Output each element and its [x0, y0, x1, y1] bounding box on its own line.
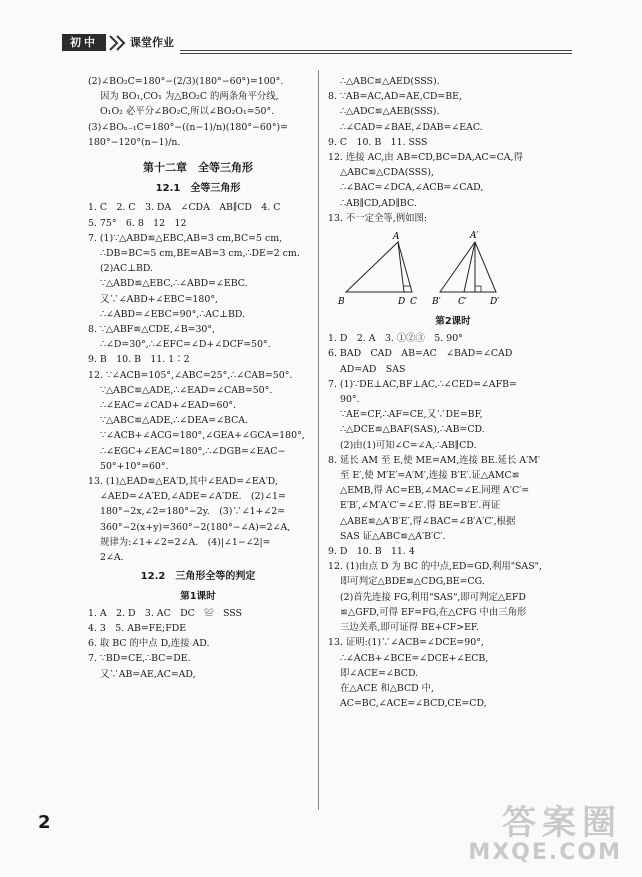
- text-line: 6. 取 BC 的中点 D,连接 AD.: [88, 638, 210, 650]
- header-rule: [180, 53, 572, 54]
- text-line: 8. 延长 AM 至 E,使 ME=AM,连接 BE.延长 A′M′: [328, 454, 540, 466]
- text-line: △EMB,得 AC=EB,∠MAC=∠E.同理 A′C′=: [340, 485, 530, 497]
- text-line: 7. ∵BD=CE,∴BC=DE.: [88, 653, 191, 665]
- text-line: 规律为:∠1+∠2=2∠A. (4)|∠1−∠2|=: [100, 536, 271, 548]
- label-b: B: [338, 297, 345, 308]
- text-line: ∴△ADC≌△AEB(SSS).: [340, 106, 440, 118]
- label-a: A: [393, 232, 400, 243]
- section-title: 12.2 三角形全等的判定: [140, 571, 256, 583]
- text-line: 9. D 10. B 11. 4: [328, 546, 415, 558]
- text-line: ∴△DCE≌△BAF(SAS),∴AB=CD.: [340, 424, 485, 436]
- text-line: 180°−120°(n−1)/n.: [88, 136, 181, 148]
- label-d: D: [398, 297, 406, 308]
- chapter-title: 第十二章 全等三角形: [143, 161, 253, 175]
- text-line: (2)∠BO₂C=180°−(2/3)(180°−60°)=100°.: [88, 76, 284, 87]
- text-line: (2)首先连接 FG,利用"SAS",即可判定△EFD: [340, 591, 526, 603]
- text-line: O₁O₂ 必平分∠BO₂C,所以∠BO₂O₁=50°.: [100, 106, 275, 118]
- text-line: ∵∠ACB+∠ACG=180°,∠GEA+∠GCA=180°,: [100, 430, 305, 442]
- text-line: ∠AED=∠A′ED,∠ADE=∠A′DE. (2)∠1=: [100, 491, 286, 503]
- text-line: ∴AB∥CD,AD∥BC.: [340, 197, 417, 209]
- lesson-title: 第1课时: [180, 590, 216, 602]
- double-chevron-icon: [108, 33, 128, 53]
- text-line: (2)AC⊥BD.: [100, 263, 154, 275]
- label-a-prime: A′: [470, 231, 479, 242]
- text-line: 12. ∵∠ACB=105°,∠ABC=25°,∴∠CAB=50°.: [88, 369, 293, 381]
- label-d-prime: D′: [490, 297, 500, 308]
- text-line: ∴∠ACB+∠BCE=∠DCE+∠ECB,: [340, 652, 489, 664]
- text-line: 又∵∠ABD+∠EBC=180°,: [100, 293, 218, 305]
- text-line: ∴∠D=30°,∴∠EFC=∠D+∠DCF=50°.: [100, 339, 271, 351]
- text-line: ∴∠BAC=∠DCA,∠ACB=∠CAD,: [340, 182, 484, 194]
- text-line: ∵△ABC≌△ADE,∴∠DEA=∠BCA.: [100, 415, 249, 427]
- text-line: △ABC≌△CDA(SSS),: [340, 167, 434, 179]
- text-line: 在△ACE 和△BCD 中,: [340, 682, 435, 694]
- grade-tag: 初中: [62, 34, 106, 51]
- text-line: SAS 证△ABC≌△A′B′C′.: [340, 530, 446, 542]
- text-line: 13. 证明:(1)∵∠ACB=∠DCE=90°,: [328, 637, 484, 649]
- text-line: 2∠A.: [100, 552, 124, 564]
- page-header: [62, 32, 572, 54]
- header-rule: [180, 50, 572, 51]
- label-b-prime: B′: [432, 297, 441, 308]
- right-column: [328, 74, 578, 711]
- text-line: 13. (1)△EAD≌△EA′D,其中∠EAD=∠EA′D,: [88, 476, 278, 488]
- text-line: 7. (1)∵△ABD≌△EBC,AB=3 cm,BC=5 cm,: [88, 232, 283, 244]
- right-column-top: [328, 74, 578, 226]
- text-line: 12. 连接 AC,由 AB=CD,BC=DA,AC=CA,得: [328, 152, 523, 164]
- text-line: 5. 75° 6. 8 12 12: [88, 217, 187, 229]
- triangle-diagram: [328, 228, 518, 310]
- text-line: ∵AE=CF,∴AF=CE,又∵DE=BF,: [340, 409, 483, 421]
- text-line: 至 E′,使 M′E′=A′M′,连接 B′E′.证△AMC≌: [340, 470, 520, 482]
- text-line: E′B′,∠M′A′C′=∠E′.得 BE=B′E′.再证: [340, 500, 501, 512]
- text-line: ∴DB=BC=5 cm,BE=AB=3 cm,∴DE=2 cm.: [100, 248, 300, 260]
- watermark-url: MXQE.COM: [468, 840, 622, 865]
- text-line: ∵△ABC≌△ADE,∴∠EAD=∠CAB=50°.: [100, 384, 273, 396]
- text-line: 即∠ACE=∠BCD.: [340, 667, 419, 679]
- text-line: ∴∠EGC+∠EAC=180°,∴∠DGB=∠EAC−: [100, 445, 286, 457]
- column-divider: [318, 70, 319, 810]
- left-column: [88, 74, 308, 682]
- text-line: 4. 3 5. AB=FE;FDE: [88, 622, 187, 634]
- text-line: 8. ∵AB=AC,AD=AE,CD=BE,: [328, 91, 462, 103]
- text-line: 1. C 2. C 3. DA ∠CDA AB∥CD 4. C: [88, 202, 281, 214]
- section-title: 12.1 全等三角形: [155, 183, 241, 195]
- text-line: 90°.: [340, 394, 360, 406]
- text-line: 50°+10°=60°.: [100, 460, 169, 472]
- text-line: 9. C 10. B 11. SSS: [328, 136, 428, 148]
- watermark-text: 答案圈: [502, 803, 622, 843]
- text-line: 又∵AB=AE,AC=AD,: [100, 668, 196, 680]
- text-line: ∴△ABC≌△AED(SSS).: [340, 76, 440, 87]
- text-line: 因为 BO₁,CO₁ 为△BO₂C 的两条角平分线,: [100, 91, 279, 103]
- text-line: (2)由(1)可知∠C=∠A,∴AB∥CD.: [340, 439, 477, 451]
- text-line: 1. A 2. D 3. AC DC ≌ SSS: [88, 607, 242, 619]
- text-line: ∴∠ABD=∠EBC=90°,∴AC⊥BD.: [100, 308, 246, 320]
- text-line: AC=BC,∠ACE=∠BCD,CE=CD,: [340, 698, 487, 710]
- text-line: 13. 不一定全等,例如图:: [328, 212, 428, 224]
- text-line: (3)∠BOₙ₋₁C=180°−((n−1)/n)(180°−60°)=: [88, 121, 289, 133]
- header-title: 课堂作业: [130, 36, 174, 49]
- text-line: 7. (1)∵DE⊥AC,BF⊥AC,∴∠CED=∠AFB=: [328, 378, 517, 390]
- text-line: 180°−2x,∠2=180°−2y. (3)∵∠1+∠2=: [100, 506, 286, 518]
- text-line: ∴∠CAD=∠BAE,∠DAB=∠EAC.: [340, 121, 483, 133]
- text-line: AD=AD SAS: [340, 363, 406, 375]
- text-line: 9. B 10. B 11. 1∶2: [88, 354, 190, 366]
- page-number: 2: [38, 812, 51, 833]
- triangle-figure: [328, 228, 578, 310]
- text-line: ∴∠EAC=∠CAD+∠EAD=60°.: [100, 400, 237, 412]
- text-line: 8. ∵△ABF≌△CDE,∠B=30°,: [88, 324, 216, 336]
- text-line: △ABE≌△A′B′E′,得∠BAC=∠B′A′C′,根据: [340, 515, 516, 527]
- text-line: 1. D 2. A 3. ①②③ 5. 90°: [328, 333, 463, 345]
- text-line: 即可判定△BDE≌△CDG,BE=CG.: [340, 576, 485, 588]
- text-line: ≌△GFD,可得 EF=FG,在△CFG 中由三角形: [340, 606, 527, 618]
- text-line: 360°−2(x+y)=360°−2(180°−∠A)=2∠A,: [100, 521, 291, 533]
- text-line: ∵△ABD≌△EBC,∴∠ABD=∠EBC.: [100, 278, 248, 290]
- lesson-title: 第2课时: [435, 316, 471, 328]
- text-line: 6. BAD CAD AB=AC ∠BAD=∠CAD: [328, 348, 513, 360]
- label-c: C: [410, 297, 417, 308]
- text-line: 三边关系,即可证得 BE+CF>EF.: [340, 622, 479, 634]
- text-line: 12. (1)由点 D 为 BC 的中点,ED=GD,利用"SAS",: [328, 561, 542, 573]
- watermark: [468, 805, 622, 865]
- label-c-prime: C′: [458, 297, 467, 308]
- right-column-bottom: [328, 314, 578, 711]
